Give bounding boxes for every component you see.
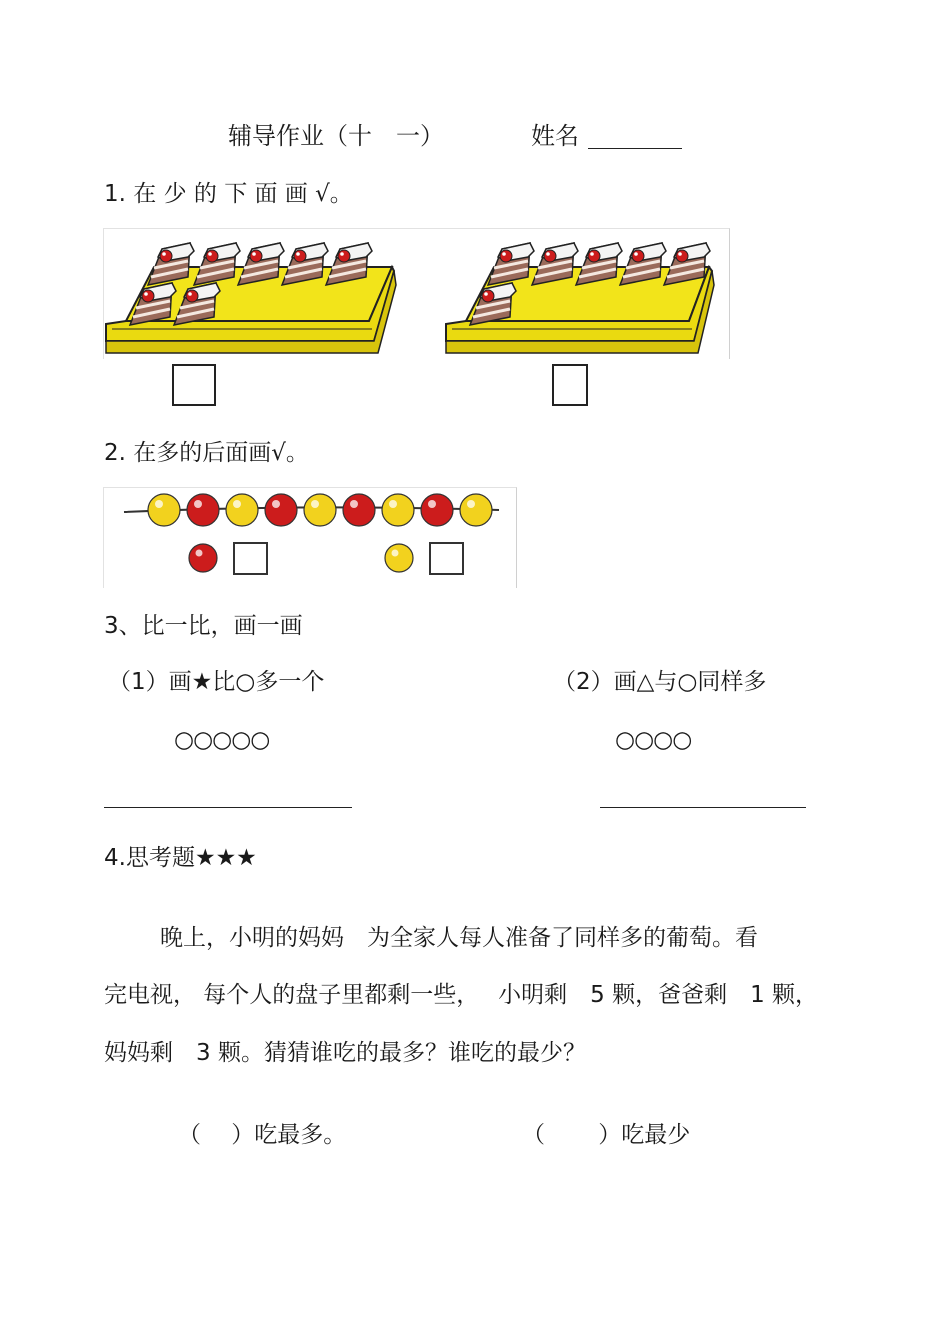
name-blank[interactable] bbox=[588, 148, 682, 149]
q4-paragraph-line-3: 妈妈剩 3 颗。猜猜谁吃的最多？谁吃的最少？ bbox=[104, 1040, 586, 1066]
bead-yellow bbox=[382, 494, 414, 526]
q3-part1-circles: ○○○○○ bbox=[174, 727, 270, 753]
q2-image-panel bbox=[103, 487, 517, 588]
q3-part1-label: （1）画★比○多一个 bbox=[108, 669, 325, 695]
q4-paragraph-line-1: 晚上，小明的妈妈 为全家人每人准备了同样多的葡萄。看 bbox=[160, 925, 758, 951]
q3-part2-label: （2）画△与○同样多 bbox=[553, 669, 767, 695]
q2-bead-string bbox=[104, 488, 516, 588]
q4-answer-most[interactable]: （ ）吃最多。 bbox=[178, 1122, 347, 1148]
q2-answer-box-2[interactable] bbox=[430, 543, 463, 574]
bead-red bbox=[265, 494, 297, 526]
q2-answer-box-1[interactable] bbox=[234, 543, 267, 574]
q1-answer-box-2[interactable] bbox=[552, 364, 588, 406]
option-bead-yellow bbox=[385, 544, 413, 572]
q3-part2-circles: ○○○○ bbox=[615, 727, 692, 753]
q3-part2-answer-line[interactable] bbox=[600, 807, 806, 808]
bead-red bbox=[187, 494, 219, 526]
name-label: 姓名 bbox=[531, 122, 579, 150]
q2-prompt: 2. 在多的后面画√。 bbox=[104, 440, 309, 466]
bead-yellow bbox=[304, 494, 336, 526]
q1-prompt: 1. 在 少 的 下 面 画 √。 bbox=[104, 181, 353, 207]
bead-red bbox=[343, 494, 375, 526]
q4-paragraph-line-2: 完电视， 每个人的盘子里都剩一些， 小明剩 5 颗，爸爸剩 1 颗， bbox=[104, 982, 819, 1008]
q4-prompt: 4.思考题★★★ bbox=[104, 845, 257, 871]
q1-cake-trays bbox=[104, 229, 729, 359]
q3-part1-answer-line[interactable] bbox=[104, 807, 352, 808]
bead-yellow bbox=[148, 494, 180, 526]
bead-yellow bbox=[460, 494, 492, 526]
worksheet-title: 辅导作业（十 一） bbox=[228, 122, 444, 150]
q1-answer-box-1[interactable] bbox=[172, 364, 216, 406]
q4-answer-least[interactable]: （ ）吃最少 bbox=[522, 1122, 691, 1148]
q1-image-panel bbox=[103, 228, 730, 359]
option-bead-red bbox=[189, 544, 217, 572]
q3-prompt: 3、比一比，画一画 bbox=[104, 613, 303, 639]
bead-yellow bbox=[226, 494, 258, 526]
bead-red bbox=[421, 494, 453, 526]
